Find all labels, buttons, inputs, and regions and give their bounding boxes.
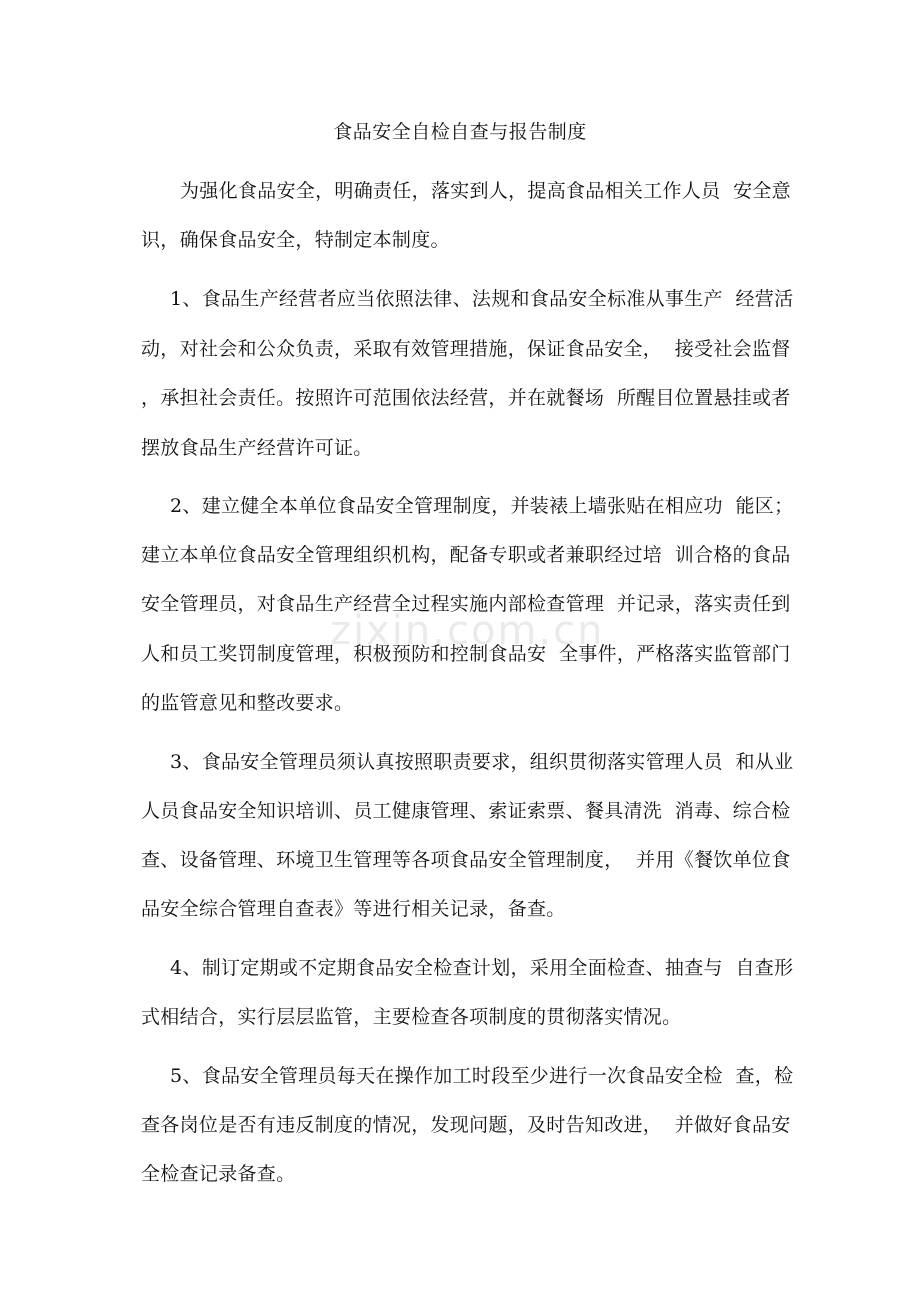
text-line: 建立本单位食品安全管理组织机构，配备专职或者兼职经过培 训合格的食品 (141, 544, 791, 566)
text-line: 查各岗位是否有违反制度的情况，发现问题，及时告知改进， 并做好食品安 (141, 1114, 791, 1136)
text-line: 为强化食品安全，明确责任，落实到人，提高食品相关工作人员 安全意 (180, 180, 791, 202)
text-line: 1、食品生产经营者应当依照法律、法规和食品安全标准从事生产 经营活 (170, 288, 794, 310)
document-title: 食品安全自检自查与报告制度 (333, 121, 587, 143)
text-line: 动，对社会和公众负责，采取有效管理措施，保证食品安全， 接受社会监督 (141, 338, 791, 360)
text-line: 的监管意见和整改要求。 (141, 692, 354, 714)
text-line: 3、食品安全管理员须认真按照职责要求，组织贯彻落实管理人员 和从业 (170, 751, 794, 773)
text-line: 全检查记录备查。 (141, 1163, 296, 1185)
text-line: 5、食品安全管理员每天在操作加工时段至少进行一次食品安全检 查，检 (170, 1065, 794, 1087)
text-line: 4、制订定期或不定期食品安全检查计划，采用全面检查、抽查与 自查形 (170, 957, 794, 979)
text-line: 人和员工奖罚制度管理，积极预防和控制食品安 全事件，严格落实监管部门 (141, 643, 791, 665)
text-line: 人员食品安全知识培训、员工健康管理、索证索票、餐具清洗 消毒、综合检 (141, 800, 791, 822)
text-line: ，承担社会责任。按照许可范围依法经营，并在就餐场 所醒目位置悬挂或者 (141, 387, 791, 409)
text-line: 识，确保食品安全，特制定本制度。 (141, 229, 450, 251)
watermark: zixin.com.cn (330, 608, 605, 654)
text-line: 查、设备管理、环境卫生管理等各项食品安全管理制度， 并用《餐饮单位食 (141, 849, 791, 871)
text-line: 2、建立健全本单位食品安全管理制度，并装裱上墙张贴在相应功 能区； (170, 495, 794, 517)
text-line: 品安全综合管理自查表》等进行相关记录，备查。 (141, 898, 566, 920)
text-line: 摆放食品生产经营许可证。 (141, 437, 373, 459)
text-line: 式相结合，实行层层监管，主要检查各项制度的贯彻落实情况。 (141, 1006, 682, 1028)
text-line: 安全管理员，对食品生产经营全过程实施内部检查管理 并记录，落实责任到 (141, 593, 791, 615)
